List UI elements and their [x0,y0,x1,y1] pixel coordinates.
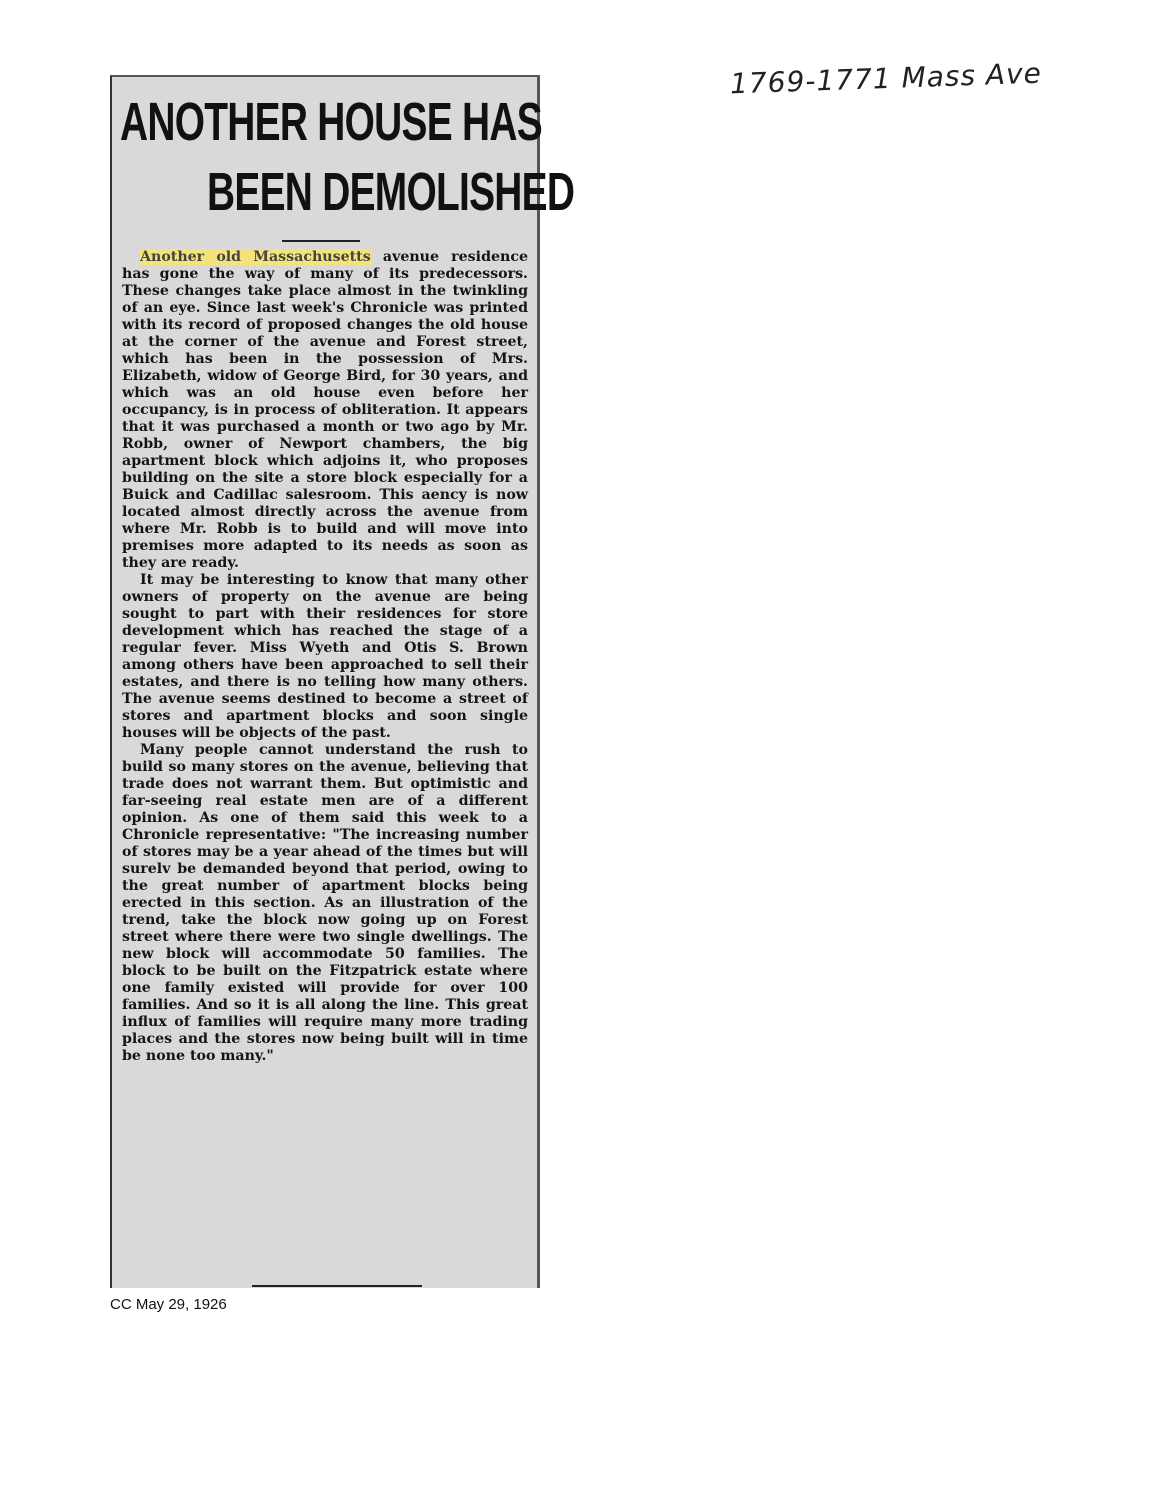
paragraph-1-text: avenue residence has gone the way of many of its predecessors. These changes take place almost in the twinkling of an eye. Since last week's Chronicle was printed with its record of proposed changes the old house at the corner of the avenue and Forest street, which has been in the possession of Mrs. Elizabeth, widow of George Bird, for 30 years, and which was an old house even before her occupancy, is in process of obliteration. It appears that it was purchased a month or two ago by Mr. Robb, owner of Newport chambers, the big apartment block which adjoins it, who proposes building on the site a store block especially for a Buick and Cadillac salesroom. This aency is now located almost directly across the avenue from where Mr. Robb is to build and will move into premises more adapted to its needs as soon as they are ready. [122,249,528,571]
handwritten-address-note: 1769-1771 Mass Ave [729,56,1043,101]
highlighted-text: Another old Massachusetts [140,249,371,265]
headline-divider [282,240,360,242]
clipping-source-caption: CC May 29, 1926 [110,1296,227,1313]
headline-line-1: ANOTHER HOUSE HAS [120,92,542,152]
article-paragraph-1 [122,249,528,572]
article-paragraph-3: Many people cannot understand the rush to build so many stores on the avenue, believing that trade does not warrant them. But optimistic and far-seeing real estate men are of a different opinion. As one of them said this week to a Chronicle representative: "The increasing number of stores may be a year ahead of the times but will surelv be demanded beyond that period, owing to the great number of apartment blocks being erected in this section. As an illustration of the trend, take the block now going up on Forest street where there were two single dwellings. The new block will accommodate 50 families. The block to be built on the Fitzpatrick estate where one family existed will provide for over 100 families. And so it is all along the line. This great influx of families will require many more trading places and the stores now being built will in time be none too many." [122,742,528,1064]
headline-line-2: BEEN DEMOLISHED [207,162,575,222]
article-paragraph-2: It may be interesting to know that many other owners of property on the avenue are being sought to part with their residences for store development which has reached the stage of a regular fever. Miss Wyeth and Otis S. Brown among others have been approached to sell their estates, and there is no telling how many others. The avenue seems destined to become a street of stores and apartment blocks and soon single houses will be objects of the past. [122,572,528,741]
article-end-divider [252,1285,422,1287]
newspaper-clipping [110,75,575,1288]
article-body [122,249,528,1065]
